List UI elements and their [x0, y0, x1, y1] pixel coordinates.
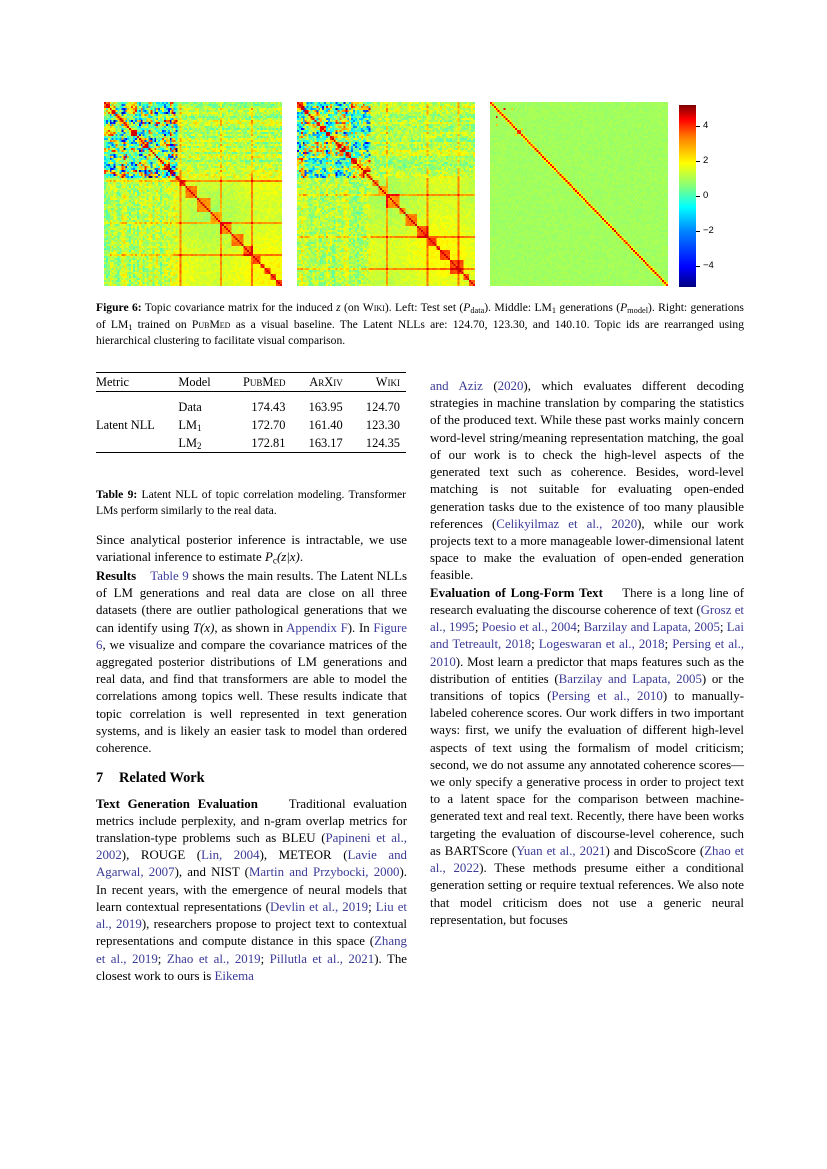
- table-row: [96, 398, 406, 416]
- citation-logeswaran-2018[interactable]: Logeswaran et al., 2018: [538, 637, 665, 652]
- citation-lai-tetreault-2018[interactable]: Lai and Tetreault, 2018: [430, 620, 744, 652]
- citation-eikema-aziz-year[interactable]: 2020: [497, 379, 524, 393]
- header-pubmed: PubMed: [232, 373, 291, 392]
- citation-lavie-agarwal-2007[interactable]: Lavie and Agarwal, 2007: [96, 848, 407, 880]
- table-header-row: [96, 373, 406, 392]
- figure-6-block: [96, 102, 744, 290]
- header-wiki: Wiki: [349, 373, 406, 392]
- dataset-pubmed: PubMed: [191, 317, 231, 331]
- table-bottomrule: [96, 453, 406, 460]
- citation-grosz-1995[interactable]: Grosz et al., 1995: [430, 602, 744, 635]
- citation-zhao-2019[interactable]: Zhao et al., 2019: [166, 951, 261, 966]
- model-name: LM2: [178, 435, 202, 451]
- section-title: Related Work: [119, 770, 205, 787]
- citation-barzilay-lapata-2005-b[interactable]: Barzilay and Lapata, 2005: [558, 671, 702, 686]
- value-arxiv: 163.95: [308, 399, 343, 414]
- citation-liu-2019[interactable]: Liu et al., 2019: [96, 899, 407, 932]
- citation-zhang-2019[interactable]: Zhang et al., 2019: [96, 934, 407, 966]
- citation-barzilay-lapata-2005[interactable]: Barzilay and Lapata, 2005: [583, 620, 720, 635]
- subheading-text-generation-evaluation: Text Generation Evaluation: [96, 796, 258, 811]
- value-pubmed: 172.70: [251, 417, 286, 432]
- figure-label: Figure 6:: [96, 301, 142, 314]
- value-arxiv: 161.40: [308, 417, 343, 432]
- paragraph-variational-inference: Since analytical posterior inference is intractable, we use variational inference to estimate $P_c(z|x)$.: [96, 533, 407, 567]
- metric-label: Latent NLL: [96, 417, 155, 432]
- model-name: Data: [178, 399, 202, 414]
- paragraph-results: Results Table 9 shows the main results. The Latent NLLs of LM generations and real data are close on all three datasets (there are outlier pathological generations that we can identify using T(x), as shown in Appendix F). In Figure 6, we visualize and compare the covariance matrices of the aggregated posterior distributions of LM generations and real data, and find that transformers are able to model the correlations among topics well. These results indicate that topic correlation is well represented in text generation systems, and is likely an easier task to model than ordered coherence.: [96, 568, 408, 756]
- math-z: z: [336, 301, 341, 314]
- colorbar-tick-labels: 4 2 0 −2 −4: [696, 105, 739, 287]
- section-number: 7: [96, 770, 104, 787]
- metric-label: [96, 434, 178, 453]
- table-row: [96, 434, 406, 453]
- citation-celikyilmaz-2020[interactable]: Celikyilmaz et al., 2020: [496, 516, 638, 531]
- header-metric: Metric: [96, 373, 178, 392]
- citation-persing-2010-b[interactable]: Persing et al., 2010: [551, 688, 663, 703]
- link-appendix-f[interactable]: Appendix F: [286, 620, 348, 635]
- paragraph-continuation-eikema: and Aziz (2020), which evaluates different decoding strategies in machine translation by comparing the statistics of the produced text. While these past works mainly concern word-level string/meaning representation matching, the goal of our work is to check the high-level aspects of the generated text such as coherence. Besides, word-level matching is not suitable for evaluating open-ended generation tasks due to the existence of too many plausible references (Celikyilmaz et al., 2020), while our work projects text to a more manageable lower-dimensional latent space to make the evaluation of open-ended generation feasible.: [430, 379, 745, 583]
- value-pubmed: 172.81: [251, 435, 286, 450]
- citation-papineni-2002[interactable]: Papineni et al., 2002: [96, 831, 408, 863]
- heatmap-panel-test-set: [104, 102, 282, 286]
- model-name: LM1: [178, 417, 202, 433]
- table-9-block: [96, 372, 406, 459]
- heatmap-panel-pubmed-baseline: [490, 102, 668, 286]
- citation-devlin-2019[interactable]: Devlin et al., 2019: [269, 899, 369, 914]
- colorbar-gradient: [679, 105, 696, 287]
- citation-poesio-2004[interactable]: Poesio et al., 2004: [481, 620, 577, 635]
- paragraph-text-generation-evaluation: Text Generation Evaluation Traditional evaluation metrics include perplexity, and n-gram overlap metrics for translation-type problems such as BLEU (Papineni et al., 2002), ROUGE (Lin, 2004), METEOR (Lavie and Agarwal, 2007), and NIST (Martin and Przybocki, 2000). In recent years, with the emergence of neural models that learn contextual representations (Devlin et al., 2019; Liu et al., 2019), researchers propose to project text to contextual representations and compute distance in this space (Zhang et al., 2019; Zhao et al., 2019; Pillutla et al., 2021). The closest work to ours is Eikema: [96, 796, 408, 983]
- left-text-column: [96, 532, 407, 985]
- value-pubmed: 174.43: [251, 399, 286, 414]
- citation-yuan-2021[interactable]: Yuan et al., 2021: [516, 843, 606, 858]
- link-figure-6[interactable]: Figure 6: [96, 620, 408, 652]
- header-model: Model: [178, 373, 232, 392]
- citation-zhao-2022[interactable]: Zhao et al., 2022: [430, 843, 745, 876]
- header-arxiv: ArXiv: [291, 373, 348, 392]
- results-heading: Results: [96, 568, 137, 583]
- colorbar: [679, 105, 739, 287]
- citation-eikema-aziz-2020-part2[interactable]: and Aziz: [430, 379, 483, 393]
- figure-6-caption: Figure 6: Topic covariance matrix for the induced z (on Wiki). Left: Test set $(P_{data})$. Middle: $LM_1$ generations $(P_{model})$. Right: generations of $LM_1$ trained on PubMed as a visual baseline. The Latent NLLs are: 124.70, 123.30, and 140.10. Topic ids are rearranged using hierarchical clustering to facilitate visual comparison.: [96, 301, 744, 348]
- citation-lin-2004[interactable]: Lin, 2004: [201, 848, 260, 863]
- table-row: [96, 416, 406, 434]
- math-T-x: T(x): [192, 620, 215, 635]
- citation-persing-2010[interactable]: Persing et al., 2010: [430, 637, 745, 669]
- citation-martin-przybocki-2000[interactable]: Martin and Przybocki, 2000: [248, 865, 400, 880]
- value-wiki: 124.70: [365, 399, 400, 414]
- citation-eikema-aziz-2020-part1[interactable]: Eikema: [214, 968, 254, 983]
- dataset-wiki: Wiki: [362, 301, 385, 314]
- heatmap-panels: [96, 102, 744, 290]
- value-wiki: 124.35: [365, 435, 400, 450]
- table-9-caption: Table 9: Latent NLL of topic correlation modeling. Transformer LMs perform similarly to the real data.: [96, 488, 407, 517]
- paragraph-evaluation-long-form-text: Evaluation of Long-Form Text There is a long line of research evaluating the discourse coherence of text (Grosz et al., 1995; Poesio et al., 2004; Barzilay and Lapata, 2005; Lai and Tetreault, 2018; Logeswaran et al., 2018; Persing et al., 2010). Most learn a predictor that maps features such as the distribution of entities (Barzilay and Lapata, 2005) or the transitions of topics (Persing et al., 2010) to manually-labeled coherence scores. Our work differs in two important ways: first, we unify the evaluation of different high-level aspects of text using the formalism of model criticism; second, we do not assume any annotated coherence scores—we only specify a generative process in order to project text to a latent space for the comparison between machine-generated text and real text. Recently, there have been works targeting the evaluation of discourse-level coherence, such as BARTScore (Yuan et al., 2021) and DiscoScore (Zhao et al., 2022). These methods presume either a conditional generation setting or require textual references. We also note that model criticism does not use a generic neural representation, but focuses: [430, 585, 745, 927]
- value-arxiv: 163.17: [308, 435, 343, 450]
- link-table-9[interactable]: Table 9: [150, 568, 189, 583]
- right-text-column: [430, 378, 744, 929]
- metric-label: [96, 398, 178, 416]
- section-heading-related-work: [96, 770, 407, 787]
- citation-pillutla-2021[interactable]: Pillutla et al., 2021: [269, 951, 375, 966]
- latent-nll-table: [96, 372, 406, 459]
- table-label: Table 9:: [96, 488, 138, 501]
- subheading-evaluation-long-form-text: Evaluation of Long-Form Text: [430, 585, 603, 600]
- value-wiki: 123.30: [365, 417, 400, 432]
- heatmap-panel-lm1-generations: [297, 102, 475, 286]
